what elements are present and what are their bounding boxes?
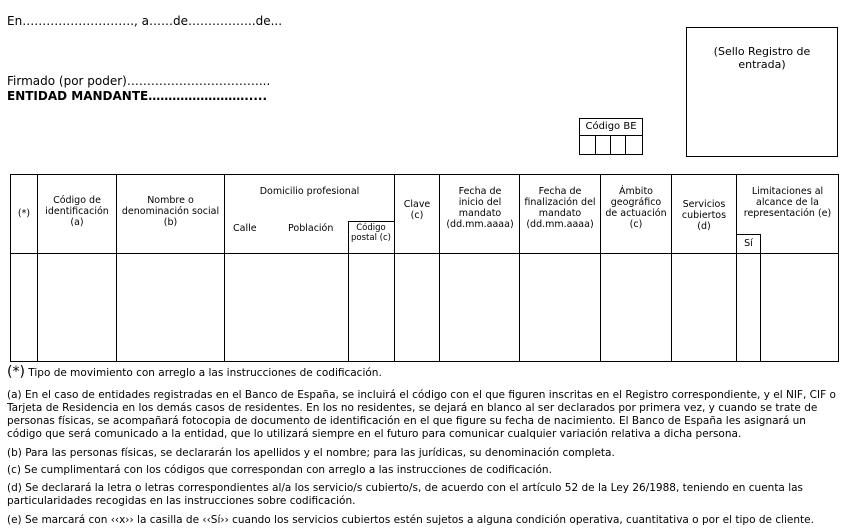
asterisk-text: Tipo de movimiento con arreglo a las instrucciones de codificación. — [28, 367, 382, 379]
codigo-be-digit-divider — [610, 136, 611, 154]
note-d: (d) Se declarará la letra o letras correspondientes al/a los servicio/s cubierto/s, de acuerdo con el artículo 52 de la Ley 26/1988, teniendo en cuenta las particularidades recogidas en las instrucciones sobre codificación. — [7, 482, 804, 507]
col-inicio-header: Fecha de inicio del mandato (dd.mm.aaaa) — [446, 186, 514, 230]
stamp-label: (Sello Registro de entrada) — [713, 45, 811, 71]
col-fin-header: Fecha de finalización del mandato (dd.mm.aaaa) — [524, 186, 596, 230]
signed-line: Firmado (por poder)……………………………... — [7, 74, 271, 88]
note-c: (c) Se cumplimentará con los códigos que correspondan con arreglo a las instrucciones de codificación. — [7, 464, 552, 476]
note-b: (b) Para las personas físicas, se declararán los apellidos y el nombre; para las jurídicas, su denominación completa. — [7, 447, 615, 459]
col-ambito-header: Ámbito geográfico de actuación (c) — [605, 186, 667, 230]
column-divider — [671, 175, 672, 361]
codigo-be-digit-divider — [595, 136, 596, 154]
column-divider — [37, 175, 38, 361]
note-a: (a) En el caso de entidades registradas en el Banco de España, se incluirá el código con el que figuren inscritas en el Registro correspondiente, y el NIF, CIF o Tarjeta de Residencia en los demás casos de residentes. En los no residentes, se dejará en blanco al ser declarados por primera vez, y cuando se trate de personas físicas, se acompañará fotocopia de documento de identificación en el que figure su fecha de nacimiento. El Banco de España les asignará un código que será comunicado a la entidad, que lo utilizará siempre en el futuro para comunicar cualquier variación relativa a dicha persona. — [7, 389, 836, 440]
col-clave-header: Clave (c) — [403, 199, 431, 221]
col-nombre-header: Nombre o denominación social (b) — [121, 195, 220, 228]
codigo-be-label: Código BE — [580, 119, 642, 136]
col-servicios-header: Servicios cubiertos (d) — [681, 199, 727, 232]
si-column-divider — [760, 234, 761, 361]
representatives-table — [10, 174, 839, 362]
codigo-be-digit-divider — [625, 136, 626, 154]
col-postal-header: Código postal (c) — [351, 223, 391, 243]
col-calle-header: Calle — [233, 223, 257, 234]
stamp-box — [686, 27, 838, 157]
entity-line: ENTIDAD MANDANTE……………………..... — [7, 89, 268, 103]
asterisk-marker: (*) — [7, 364, 25, 380]
col-movement-header: (*) — [17, 208, 31, 219]
note-e: (e) Se marcará con ‹‹x›› la casilla de ‹‹Sí›› cuando los servicios cubiertos estén sujetos a alguna condición operativa, cuantitativa o por el tipo de cliente. — [7, 514, 814, 526]
column-divider — [600, 175, 601, 361]
date-place-line: En………………………., a……de……………..de... — [7, 14, 283, 28]
col-domicilio-header: Domicilio profesional — [259, 186, 360, 197]
column-divider — [736, 175, 737, 361]
col-poblacion-header: Población — [288, 223, 334, 234]
postal-header-top — [348, 221, 394, 222]
col-si-header: Sí — [744, 238, 753, 249]
col-codigo-header: Código de identificación (a) — [45, 195, 109, 228]
col-limitaciones-header: Limitaciones al alcance de la representación (e) — [743, 186, 832, 219]
column-divider — [394, 175, 395, 361]
column-divider — [116, 175, 117, 361]
note-asterisk — [7, 366, 837, 380]
column-divider — [224, 175, 225, 361]
column-divider — [439, 175, 440, 361]
codigo-be-box — [579, 118, 643, 155]
si-header-top — [737, 234, 760, 235]
table-header-divider — [11, 253, 838, 254]
column-divider — [519, 175, 520, 361]
